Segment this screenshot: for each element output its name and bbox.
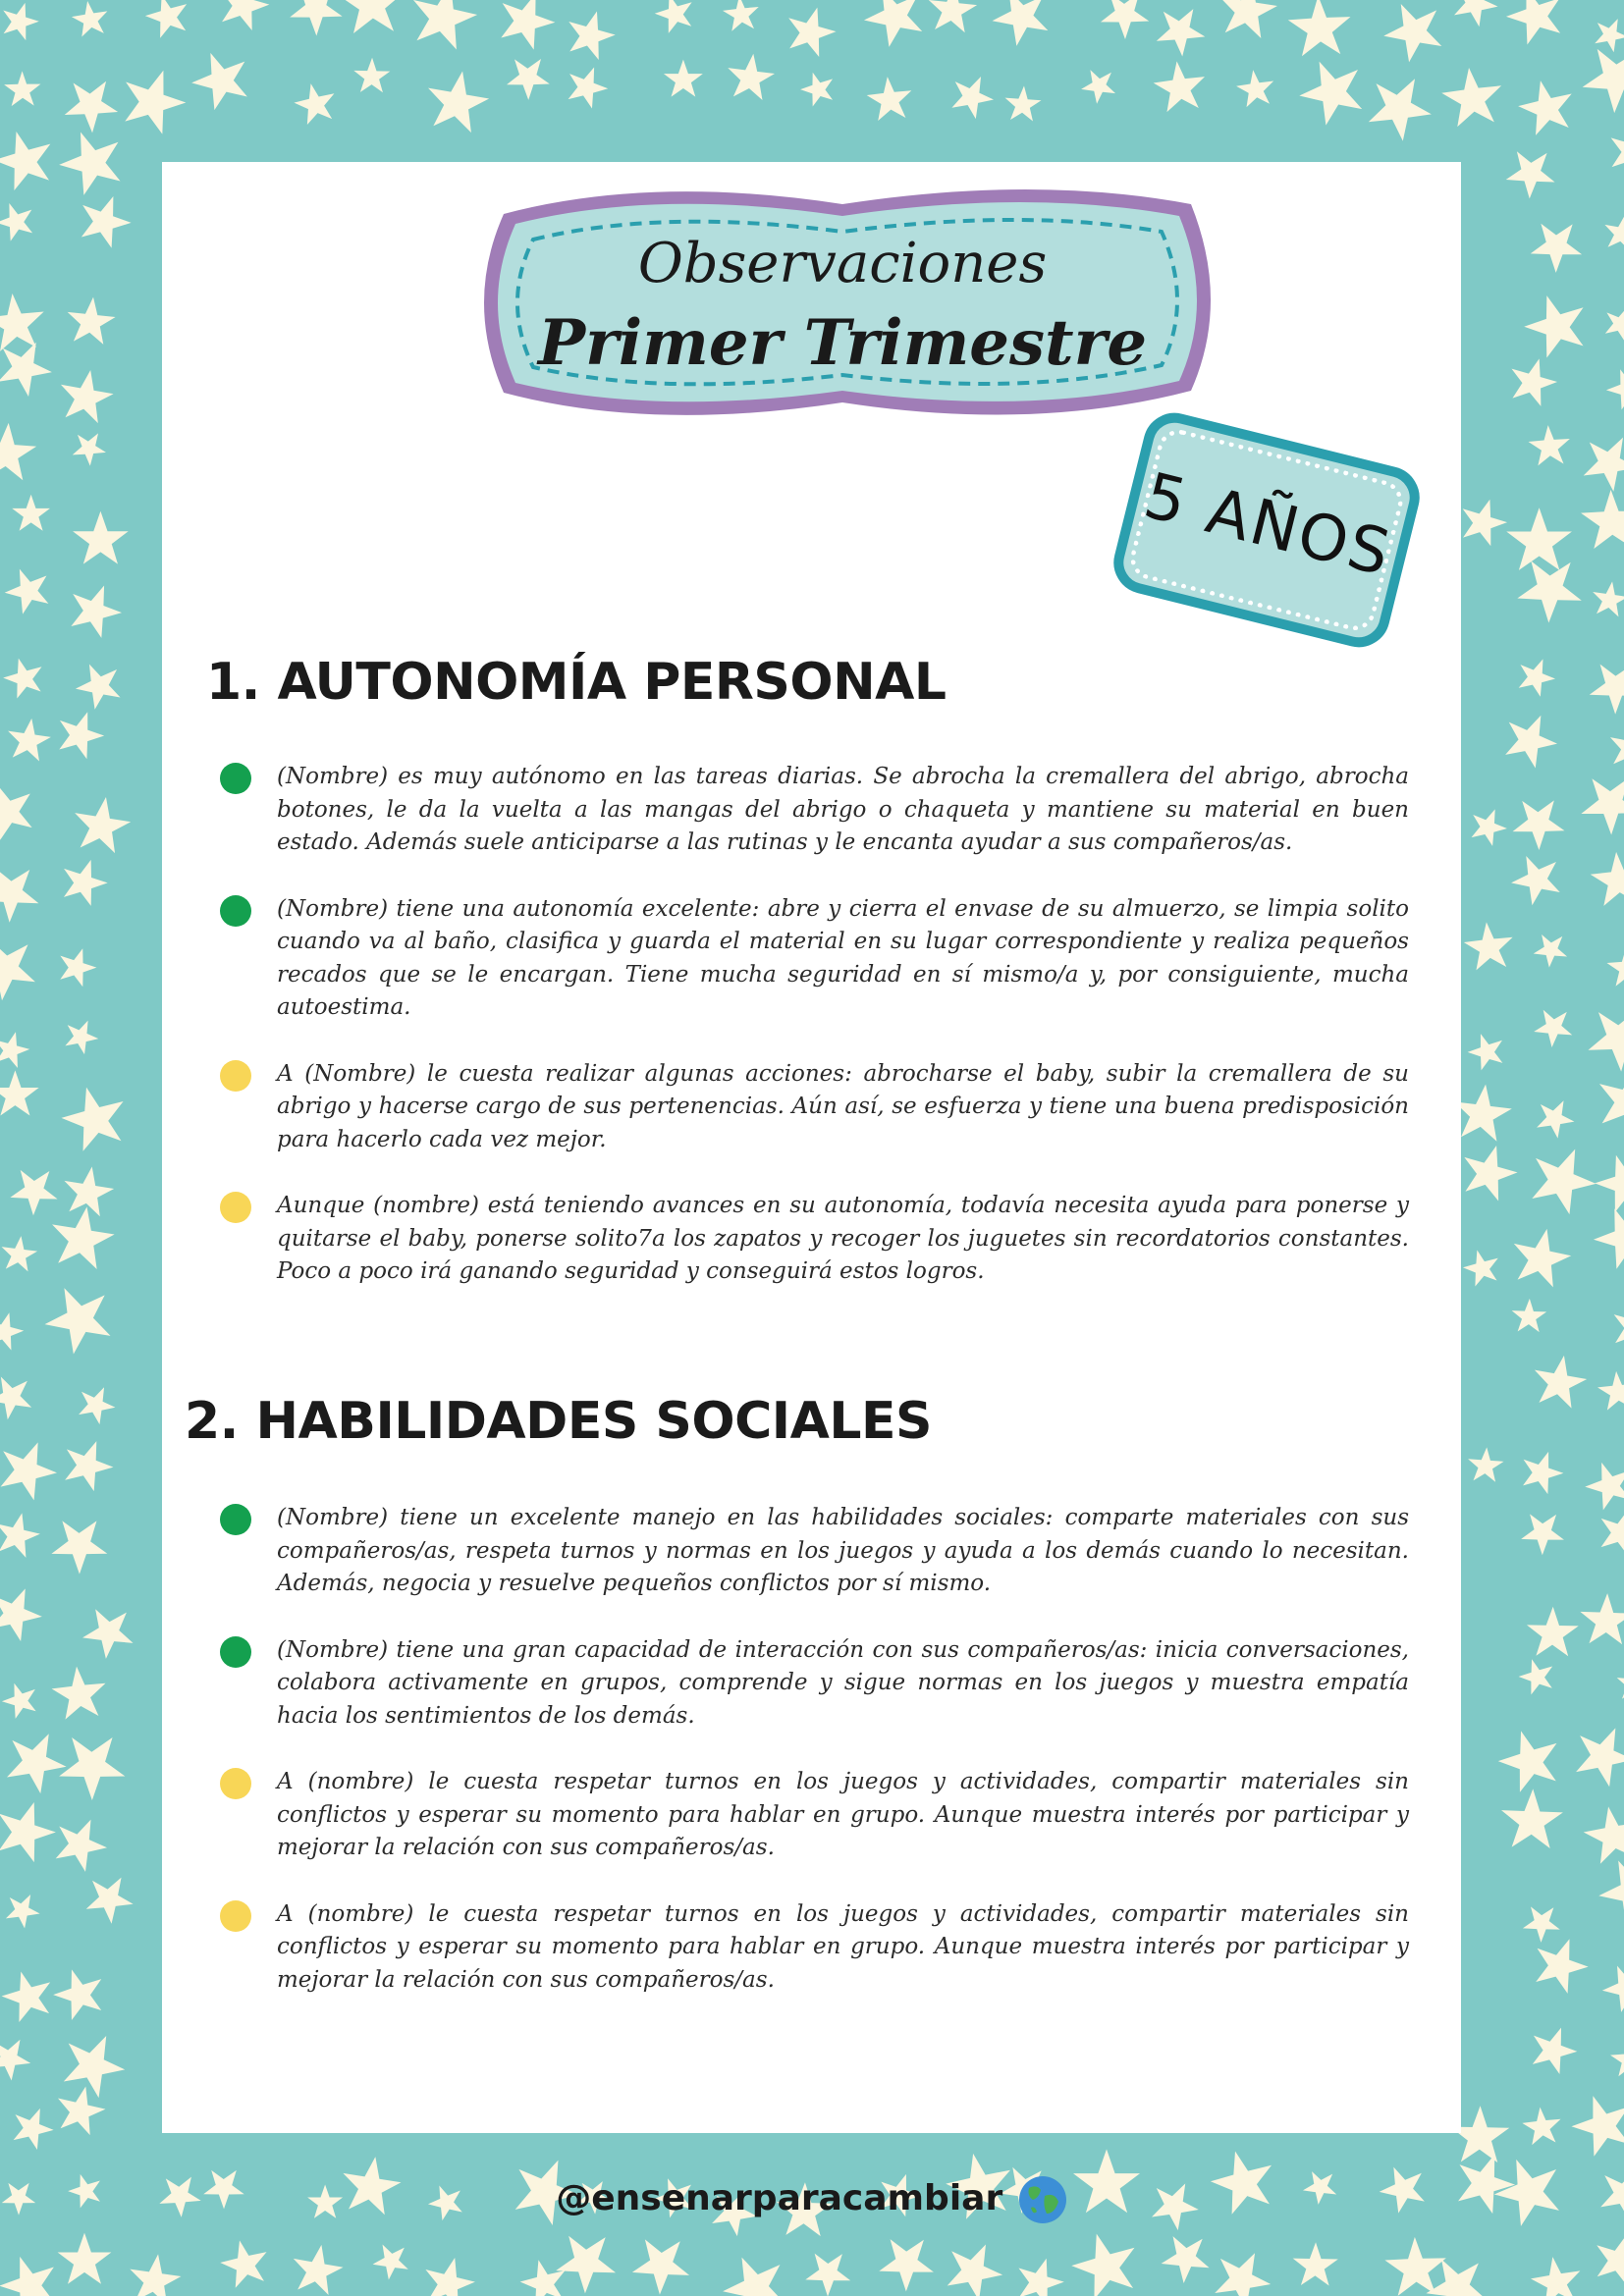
star-decoration	[0, 1070, 39, 1115]
star-decoration	[418, 2252, 480, 2296]
star-decoration	[1529, 1351, 1590, 1410]
star-decoration	[290, 76, 345, 132]
star-decoration	[1499, 0, 1576, 53]
star-decoration	[1515, 1652, 1563, 1700]
observation-text: A (nombre) le cuesta respetar turnos en los juegos y actividades, compartir materiales sin conflictos y esperar su momento para hablar en grupo. Aunque muestra interés por participar y mejorar la relación con sus compañeros/as.	[277, 1900, 1409, 1993]
star-decoration	[422, 66, 494, 134]
observation-item	[216, 1634, 1409, 1734]
star-decoration	[0, 194, 43, 246]
observation-text: (Nombre) tiene una autonomía excelente: abre y cierra el envase de su almuerzo, se limpia solito cuando va al baño, clasifica y guarda el material en su lugar correspondiente y realiza pequeños recados que se le encargan. Tiene mucha seguridad en sí mismo/a y, por consiguiente, mucha autoestima.	[277, 895, 1409, 1020]
star-decoration	[1454, 493, 1512, 549]
star-decoration	[926, 0, 979, 33]
star-decoration	[1580, 1452, 1624, 1518]
green-status-dot	[220, 763, 251, 794]
star-decoration	[863, 70, 920, 129]
star-decoration	[1358, 64, 1442, 147]
star-decoration	[871, 2223, 946, 2296]
observation-item	[216, 1190, 1409, 1289]
star-decoration	[0, 1676, 46, 1725]
star-decoration	[4, 716, 53, 763]
star-decoration	[213, 0, 275, 33]
star-decoration	[1523, 209, 1594, 279]
star-decoration	[335, 0, 416, 45]
star-decoration	[47, 1659, 116, 1730]
star-decoration	[1582, 649, 1624, 720]
star-decoration	[51, 704, 110, 762]
star-decoration	[1496, 705, 1565, 773]
star-decoration	[781, 1, 841, 60]
star-decoration	[1589, 1144, 1624, 1221]
star-decoration	[76, 1595, 145, 1665]
star-decoration	[353, 57, 391, 92]
star-decoration	[1579, 1592, 1624, 1644]
star-decoration	[114, 60, 193, 137]
star-decoration	[43, 1505, 120, 1580]
green-status-dot	[220, 1504, 251, 1535]
star-decoration	[1003, 84, 1042, 122]
star-decoration	[0, 0, 43, 42]
star-decoration	[1579, 1796, 1624, 1873]
observation-item	[216, 1058, 1409, 1157]
observation-item	[216, 1502, 1409, 1601]
star-decoration	[1573, 30, 1624, 121]
star-decoration	[1605, 721, 1624, 771]
star-decoration	[1577, 482, 1624, 560]
section-heading-autonomia: 1. AUTONOMÍA PERSONAL	[206, 653, 947, 712]
star-decoration	[1507, 1223, 1576, 1290]
star-decoration	[1467, 1446, 1505, 1482]
star-decoration	[1513, 71, 1586, 144]
star-decoration	[1460, 915, 1523, 979]
star-decoration	[1572, 761, 1624, 841]
green-status-dot	[220, 895, 251, 927]
star-decoration	[0, 1365, 43, 1425]
star-decoration	[1206, 2240, 1280, 2296]
star-decoration	[69, 0, 116, 43]
star-decoration	[1521, 1137, 1605, 1220]
star-decoration	[0, 852, 52, 930]
star-decoration	[282, 0, 353, 41]
star-decoration	[0, 1961, 65, 2030]
star-decoration	[368, 2235, 417, 2284]
star-decoration	[1564, 2083, 1624, 2165]
star-decoration	[725, 51, 777, 101]
star-decoration	[1515, 1445, 1568, 1497]
star-decoration	[856, 0, 938, 55]
star-decoration	[798, 2240, 860, 2296]
star-decoration	[216, 2231, 280, 2295]
observation-text: (Nombre) tiene un excelente manejo en las habilidades sociales: comparte materiales con sus compañeros/as, respeta turnos y normas en los juegos y ayuda a los demás cuando lo necesitan. Además, negocia y resuelve pequeños conflictos por sí mismo.	[277, 1505, 1409, 1596]
star-decoration	[0, 1578, 50, 1645]
star-decoration	[36, 1271, 129, 1363]
star-decoration	[62, 576, 129, 642]
star-decoration	[664, 60, 703, 97]
star-decoration	[1607, 2036, 1624, 2083]
star-decoration	[185, 39, 263, 118]
star-decoration	[1504, 352, 1562, 409]
star-decoration	[1519, 2102, 1568, 2152]
star-decoration	[12, 495, 50, 531]
star-decoration	[0, 1887, 46, 1932]
star-decoration	[72, 187, 137, 251]
star-decoration	[1455, 1138, 1523, 1203]
star-decoration	[0, 924, 50, 1008]
star-decoration	[59, 1014, 103, 1057]
star-decoration	[1527, 2249, 1592, 2296]
star-decoration	[1531, 1092, 1581, 1141]
globe-icon	[1017, 2174, 1068, 2225]
observation-item	[216, 761, 1409, 860]
star-decoration	[70, 653, 133, 716]
star-decoration	[1590, 579, 1624, 617]
star-decoration	[1578, 992, 1624, 1078]
star-decoration	[1615, 1665, 1624, 1700]
star-decoration	[1587, 844, 1624, 916]
star-decoration	[1155, 2223, 1221, 2289]
star-decoration	[1607, 1299, 1624, 1353]
star-decoration	[0, 650, 53, 705]
star-decoration	[0, 559, 61, 620]
star-decoration	[1504, 785, 1575, 856]
star-decoration	[56, 67, 129, 138]
star-decoration	[650, 0, 703, 39]
star-decoration	[73, 1379, 122, 1427]
star-decoration	[1529, 999, 1582, 1052]
star-decoration	[1591, 1844, 1624, 1934]
star-decoration	[1500, 1788, 1564, 1848]
title-line-2: Primer Trimestre	[537, 306, 1148, 380]
star-decoration	[623, 2223, 702, 2296]
title-banner	[464, 175, 1220, 432]
star-decoration	[1524, 2020, 1583, 2078]
star-decoration	[1376, 0, 1457, 71]
star-decoration	[1446, 0, 1504, 30]
star-decoration	[1591, 1061, 1624, 1136]
star-decoration	[1604, 942, 1624, 993]
star-decoration	[1526, 1606, 1579, 1656]
star-decoration	[0, 1234, 39, 1272]
star-decoration	[1506, 507, 1572, 570]
star-decoration	[1463, 1026, 1513, 1076]
star-decoration	[547, 2218, 629, 2296]
star-decoration	[1215, 0, 1281, 40]
star-decoration	[0, 773, 48, 848]
star-decoration	[0, 285, 56, 361]
star-decoration	[1010, 2252, 1069, 2296]
star-decoration	[1149, 53, 1216, 121]
star-decoration	[1498, 137, 1566, 204]
star-decoration	[1511, 1298, 1547, 1332]
star-decoration	[1064, 2220, 1153, 2296]
star-decoration	[1505, 843, 1574, 912]
star-decoration	[73, 511, 129, 564]
star-decoration	[1093, 0, 1159, 44]
star-decoration	[491, 0, 562, 53]
star-decoration	[1603, 122, 1624, 178]
star-decoration	[1515, 1502, 1574, 1561]
star-decoration	[1593, 1503, 1624, 1559]
observation-text: Aunque (nombre) está teniendo avances en su autonomía, todavía necesita ayuda para ponerse y quitarse el baby, ponerse solito7a los zapatos y recoger los juguetes sin recordatorios constantes. Poco a poco irá ganando seguridad y conseguirá estos logros.	[277, 1193, 1409, 1284]
star-decoration	[65, 294, 118, 346]
star-decoration	[0, 1028, 33, 1070]
age-label: 5 AÑOS	[1137, 459, 1399, 591]
observation-item	[216, 893, 1409, 1025]
star-decoration	[289, 2240, 347, 2296]
star-decoration	[0, 421, 38, 481]
star-decoration	[0, 1721, 76, 1798]
star-decoration	[51, 118, 137, 205]
star-decoration	[49, 1718, 139, 1807]
star-decoration	[0, 120, 67, 200]
yellow-status-dot	[220, 1060, 251, 1092]
star-decoration	[58, 2233, 112, 2284]
star-decoration	[6, 2101, 59, 2153]
star-decoration	[0, 1508, 44, 1560]
star-decoration	[1589, 12, 1624, 55]
star-decoration	[46, 1809, 114, 1876]
star-decoration	[1601, 212, 1624, 252]
yellow-status-dot	[220, 1900, 251, 1932]
star-decoration	[1436, 59, 1514, 137]
star-decoration	[515, 2251, 577, 2296]
star-decoration	[0, 2244, 72, 2296]
star-decoration	[1233, 64, 1282, 114]
star-decoration	[79, 1866, 142, 1929]
observation-text: A (Nombre) le cuesta realizar algunas acciones: abrocharse el baby, subir la cremallera de su abrigo y hacerse cargo de sus pertenencias. Aún así, se esfuerza y tiene una buena predisposición para hacerlo cada vez mejor.	[277, 1060, 1409, 1152]
star-decoration	[405, 0, 482, 52]
star-decoration	[945, 68, 1001, 123]
star-decoration	[2, 67, 47, 113]
star-decoration	[1459, 1243, 1508, 1292]
star-decoration	[70, 792, 135, 854]
observation-list-autonomia	[216, 761, 1409, 1289]
star-decoration	[53, 942, 101, 988]
star-decoration	[720, 0, 766, 37]
observation-item	[216, 1898, 1409, 1998]
observation-text: A (nombre) le cuesta respetar turnos en los juegos y actividades, compartir materiales sin conflictos y esperar su momento para hablar en grupo. Aunque muestra interés por participar y mejorar la relación con sus compañeros/as.	[277, 1769, 1409, 1860]
observation-text: (Nombre) tiene una gran capacidad de interacción con sus compañeros/as: inicia conversaciones, colabora activamente en grupos, comprende y sigue normas en los juegos y muestra empatía hacia los sentimientos de los demás.	[277, 1636, 1409, 1729]
star-decoration	[561, 60, 614, 111]
star-decoration	[1283, 0, 1361, 68]
star-decoration	[1076, 61, 1124, 108]
star-decoration	[1601, 360, 1624, 415]
social-handle[interactable]: @ensenarparacambiar	[556, 2178, 1003, 2218]
star-decoration	[60, 1163, 117, 1218]
yellow-status-dot	[220, 1192, 251, 1223]
green-status-dot	[220, 1636, 251, 1668]
observation-list-habilidades	[216, 1502, 1409, 1997]
star-decoration	[1517, 283, 1601, 368]
star-decoration	[1526, 419, 1578, 472]
star-decoration	[1574, 425, 1624, 497]
yellow-status-dot	[220, 1768, 251, 1799]
star-decoration	[0, 1793, 63, 1866]
star-decoration	[1292, 2242, 1338, 2286]
star-decoration	[1517, 1896, 1568, 1948]
observation-text: (Nombre) es muy autónomo en las tareas diarias. Se abrocha la cremallera del abrigo, abrocha botones, le da la vuelta a las mangas del abrigo o chaqueta y mantiene su material en buen estado. Además suele anticiparse a las rutinas y le encanta ayudar a sus compañeros/as.	[277, 764, 1409, 855]
star-decoration	[51, 2081, 109, 2137]
star-decoration	[1599, 301, 1624, 345]
star-decoration	[3, 1156, 68, 1221]
star-decoration	[1588, 2227, 1624, 2288]
star-decoration	[56, 1432, 120, 1495]
star-decoration	[55, 365, 117, 425]
star-decoration	[0, 1308, 27, 1352]
star-decoration	[1529, 926, 1575, 972]
star-decoration	[796, 65, 842, 111]
star-decoration	[67, 424, 112, 469]
footer	[0, 2174, 1624, 2225]
star-decoration	[985, 0, 1062, 54]
star-decoration	[0, 2029, 38, 2084]
star-decoration	[715, 2242, 802, 2296]
star-decoration	[0, 1431, 65, 1504]
star-decoration	[1597, 1954, 1624, 2018]
star-decoration	[46, 1201, 118, 1271]
star-decoration	[126, 2251, 184, 2296]
star-decoration	[1291, 46, 1380, 134]
star-decoration	[47, 1958, 116, 2027]
star-decoration	[1465, 802, 1512, 848]
star-decoration	[140, 0, 198, 45]
star-decoration	[1595, 1365, 1624, 1417]
star-decoration	[1566, 1716, 1624, 1791]
star-decoration	[1512, 652, 1560, 699]
star-decoration	[56, 853, 113, 909]
section-heading-habilidades: 2. HABILIDADES SOCIALES	[185, 1392, 932, 1451]
observation-item	[216, 1766, 1409, 1865]
star-decoration	[1526, 1930, 1595, 1998]
star-decoration	[55, 1075, 141, 1161]
star-decoration	[1149, 0, 1215, 61]
star-decoration	[561, 5, 620, 63]
star-decoration	[938, 2232, 1011, 2296]
star-decoration	[53, 2023, 135, 2104]
title-line-1: Observaciones	[637, 232, 1048, 295]
star-decoration	[500, 46, 559, 104]
